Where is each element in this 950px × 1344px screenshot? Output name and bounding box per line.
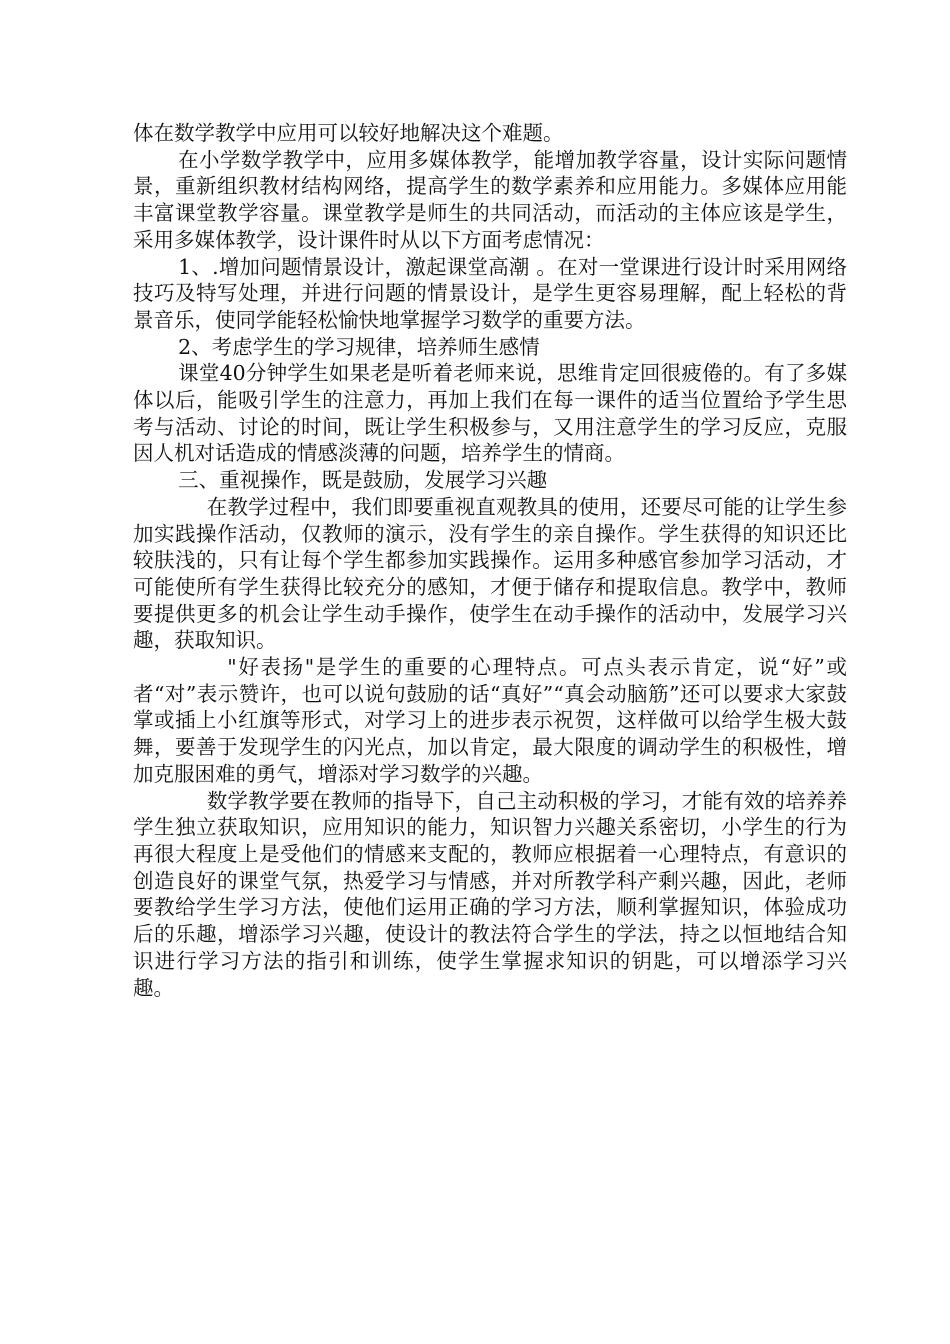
paragraph-continuation: 体在数学教学中应用可以较好地解决这个难题。 (133, 121, 564, 145)
paragraph-praise: "好表扬"是学生的重要的心理特点。可点头表示肯定，说“好”或者“对”表示赞许，也可以说句鼓励的话“真好”“真会动脑筋”还可以要求大家鼓掌或插上小红旗等形式，对学习上的进步表示祝贺，这样做可以给学生极大鼓舞，要善于发现学生的闪光点，加以肯定，最大限度的调动学生的积极性，增加克服困难的勇气，增添对学习数学的兴趣。 (133, 655, 847, 786)
paragraph-point-2-body: 课堂40分钟学生如果老是听着老师来说，思维肯定回很疲倦的。有了多媒体以后，能吸引学生的注意力，再加上我们在每一课件的适当位置给予学生思考与活动、讨论的时间，既让学生积极参与，又用注意学生的学习反应，克服因人机对话造成的情感淡薄的问题，培养学生的情商。 (133, 361, 847, 466)
document-body (133, 120, 847, 1001)
paragraph-learning-methods: 数学教学要在教师的指导下，自己主动积极的学习，才能有效的培养养学生独立获取知识，应用知识的能力，知识智力兴趣关系密切，小学生的行为再很大程度上是受他们的情感来支配的，教师应根据着一心理特点，有意识的创造良好的课堂气氛，热爱学习与情感，并对所教学科产剩兴趣，因此，老师要教给学生学习方法，使他们运用正确的学习方法，顺利掌握知识，体验成功后的乐趣，增添学习兴趣，使设计的教法符合学生的学法，持之以恒地结合知识进行学习方法的指引和训练，使学生掌握求知识的钥匙，可以增添学习兴趣。 (133, 788, 847, 1000)
heading-section-3: 三、重视操作，既是鼓励，发展学习兴趣 (178, 468, 548, 493)
paragraph-point-1: 1、.增加问题情景设计，激起课堂高潮 。在对一堂课进行设计时采用网络技巧及特写处理，并进行问题的情景设计，是学生更容易理解，配上轻松的背景音乐，使同学能轻松愉快地掌握学习数学的重要方法。 (133, 254, 847, 332)
paragraph-hands-on-operation: 在教学过程中，我们即要重视直观教具的使用，还要尽可能的让学生参加实践操作活动，仅教师的演示，没有学生的亲自操作。学生获得的知识还比较肤浅的，只有让每个学生都参加实践操作。运用多种感官参加学习活动，才可能使所有学生获得比较充分的感知，才便于储存和提取信息。教学中，教师要提供更多的机会让学生动手操作，使学生在动手操作的活动中，发展学习兴趣，获取知识。 (133, 494, 847, 653)
paragraph-multimedia-intro: 在小学数学教学中，应用多媒体教学，能增加教学容量，设计实际问题情景，重新组织教材结构网络，提高学生的数学素养和应用能力。多媒体应用能丰富课堂教学容量。课堂教学是师生的共同活动，而活动的主体应该是学生，采用多媒体教学，设计课件时从以下方面考虑情况： (133, 147, 847, 252)
heading-point-2: 2、考虑学生的学习规律，培养师生感情 (178, 334, 540, 359)
